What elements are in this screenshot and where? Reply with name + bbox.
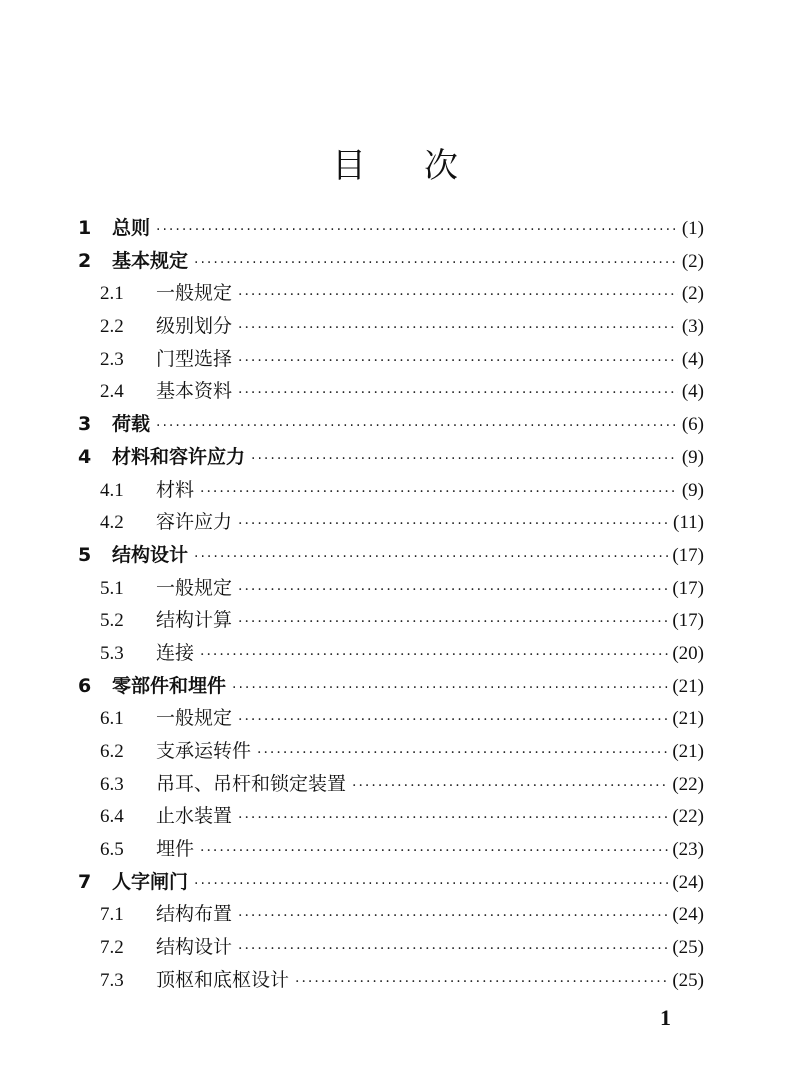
table-of-contents [78,212,704,997]
toc-entry-title: 材料和容许应力 [112,445,246,468]
toc-entry-title: 零部件和埋件 [112,674,227,697]
toc-entry-number: 2.2 [100,316,124,338]
toc-entry-number: 7 [78,870,92,893]
toc-section-entry [78,898,704,931]
toc-section-entry [78,277,704,310]
toc-entry-title: 结构设计 [156,936,233,959]
toc-entry-page: (4) [681,381,704,403]
toc-entry-title: 吊耳、吊杆和锁定装置 [156,772,347,795]
toc-entry-page: (21) [672,741,704,762]
toc-entry-page: (17) [672,544,704,566]
toc-dot-leader [251,443,678,476]
toc-section-entry [78,637,704,670]
toc-entry-title: 一般规定 [156,576,233,599]
toc-entry-number: 6.3 [100,773,124,795]
toc-entry-page: (25) [672,969,704,991]
toc-entry-number: 4.2 [100,512,124,534]
toc-entry-number: 5.1 [100,577,124,599]
toc-section-entry [78,931,704,964]
toc-entry-number: 3 [78,413,92,436]
toc-chapter-entry [78,408,704,441]
toc-entry-title: 人字闸门 [112,870,189,893]
toc-dot-leader [238,606,668,639]
toc-chapter-entry [78,670,704,703]
toc-dot-leader [238,312,678,345]
toc-dot-leader [238,345,678,378]
toc-entry-title: 结构设计 [112,543,189,566]
toc-entry-number: 6.2 [100,741,124,762]
toc-section-entry [78,343,704,376]
toc-dot-leader [200,639,668,672]
toc-dot-leader [200,835,668,868]
toc-dot-leader [295,966,668,999]
toc-entry-page: (21) [672,675,704,697]
toc-dot-leader [238,933,668,966]
toc-entry-page: (25) [672,937,704,959]
toc-entry-page: (2) [681,283,704,305]
toc-entry-number: 1 [78,217,92,239]
toc-entry-page: (9) [681,479,704,501]
toc-entry-number: 5.2 [100,610,124,632]
toc-section-entry [78,572,704,605]
toc-dot-leader [232,672,668,705]
toc-section-entry [78,474,704,507]
toc-entry-title: 总则 [112,217,151,239]
toc-entry-number: 4.1 [100,479,124,501]
toc-entry-title: 一般规定 [156,282,233,305]
toc-entry-page: (17) [672,610,704,632]
toc-entry-title: 容许应力 [156,511,233,534]
toc-entry-title: 一般规定 [156,707,233,730]
toc-entry-number: 6.1 [100,708,124,730]
toc-entry-number: 6 [78,674,92,697]
toc-entry-number: 6.4 [100,806,124,828]
toc-dot-leader [238,802,668,835]
toc-section-entry [78,604,704,637]
toc-entry-title: 基本资料 [156,380,233,403]
page-title: 目次 [332,146,516,186]
toc-entry-number: 4 [78,445,92,468]
toc-entry-number: 7.2 [100,937,124,959]
toc-entry-title: 材料 [156,478,195,501]
toc-dot-leader [238,574,668,607]
toc-chapter-entry [78,212,704,245]
toc-section-entry [78,964,704,997]
toc-dot-leader [238,900,668,933]
toc-chapter-entry [78,539,704,572]
toc-dot-leader [156,410,678,443]
toc-dot-leader [194,541,668,574]
toc-entry-page: (22) [672,806,704,828]
toc-section-entry [78,768,704,801]
toc-entry-title: 基本规定 [112,249,189,272]
toc-entry-number: 2.4 [100,381,124,403]
toc-entry-page: (24) [672,871,704,893]
toc-dot-leader [238,508,669,541]
toc-entry-title: 止水装置 [156,805,233,828]
toc-entry-number: 5 [78,543,92,566]
toc-dot-leader [156,214,678,247]
toc-entry-page: (4) [681,348,704,370]
toc-entry-page: (22) [672,773,704,795]
toc-entry-number: 7.3 [100,969,124,991]
toc-entry-page: (2) [681,250,704,272]
toc-dot-leader [352,770,668,803]
toc-entry-title: 荷载 [112,413,151,436]
toc-entry-page: (20) [672,642,704,664]
toc-chapter-entry [78,866,704,899]
toc-entry-number: 2 [78,249,92,272]
toc-entry-number: 7.1 [100,904,124,926]
toc-entry-page: (11) [673,512,704,534]
toc-dot-leader [238,704,668,737]
toc-entry-page: (3) [681,316,704,338]
toc-section-entry [78,735,704,768]
toc-dot-leader [200,476,678,509]
toc-section-entry [78,310,704,343]
toc-entry-page: (21) [672,708,704,730]
toc-entry-title: 结构布置 [156,903,233,926]
toc-dot-leader [257,737,668,770]
toc-dot-leader [238,279,678,312]
toc-entry-page: (23) [672,839,704,861]
toc-entry-title: 顶枢和底枢设计 [156,968,290,991]
toc-section-entry [78,833,704,866]
toc-entry-number: 5.3 [100,642,124,664]
toc-entry-number: 6.5 [100,839,124,861]
toc-entry-title: 埋件 [156,838,195,861]
toc-entry-number: 2.1 [100,283,124,305]
toc-dot-leader [194,247,678,280]
toc-chapter-entry [78,245,704,278]
toc-entry-page: (9) [681,446,704,468]
toc-entry-number: 2.3 [100,348,124,370]
toc-entry-title: 支承运转件 [156,740,252,762]
toc-entry-title: 门型选择 [156,347,233,370]
toc-section-entry [78,702,704,735]
toc-section-entry [78,506,704,539]
toc-entry-page: (1) [681,218,704,239]
toc-entry-title: 级别划分 [156,315,233,338]
toc-entry-title: 连接 [156,641,195,664]
toc-section-entry [78,375,704,408]
toc-section-entry [78,800,704,833]
page-number: 1 [660,1005,671,1030]
toc-chapter-entry [78,441,704,474]
toc-entry-title: 结构计算 [156,609,233,632]
toc-entry-page: (6) [681,414,704,436]
toc-entry-page: (17) [672,577,704,599]
toc-dot-leader [194,868,668,901]
toc-dot-leader [238,377,678,410]
toc-entry-page: (24) [672,904,704,926]
